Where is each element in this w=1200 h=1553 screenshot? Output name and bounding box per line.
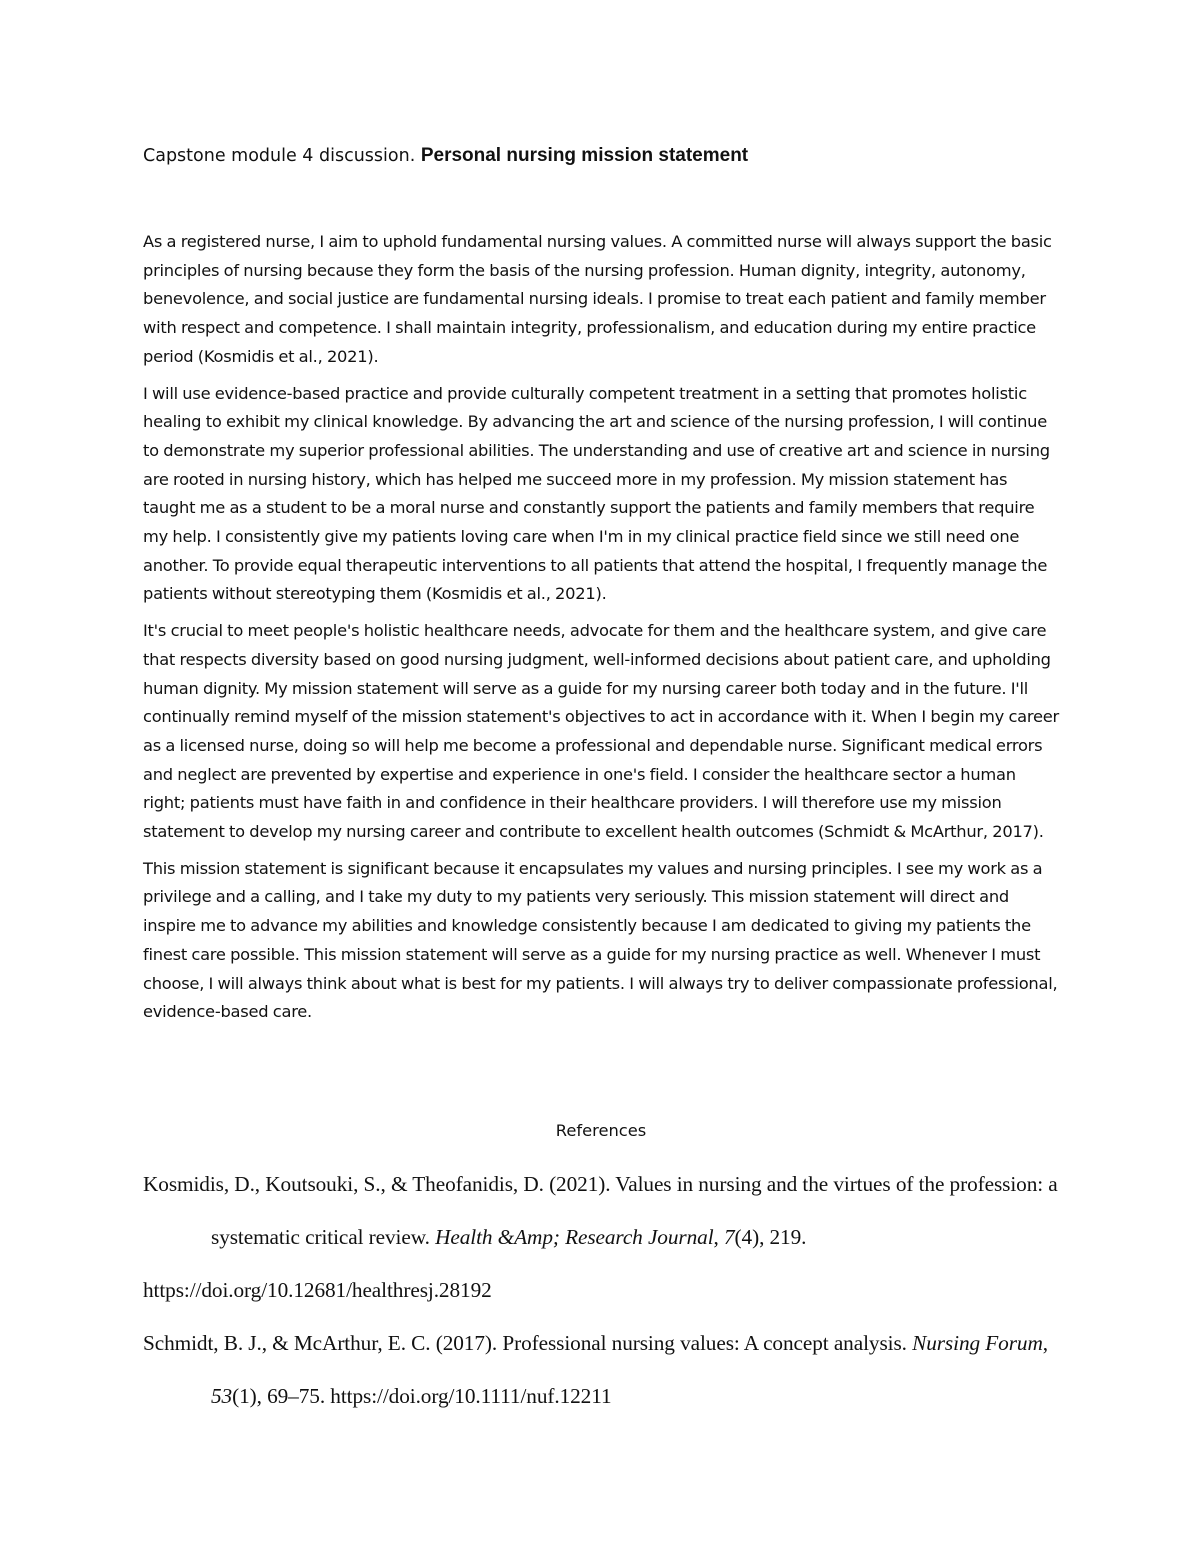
reference-doi: https://doi.org/10.1111/nuf.12211: [330, 1384, 612, 1408]
paragraph: It's crucial to meet people's holistic healthcare needs, advocate for them and the healthcare system, and give care that respects diversity based on good nursing judgment, well-informed decisions about patient care, and upholding human dignity. My mission statement will serve as a guide for my nursing career both today and in the future. I'll continually remind myself of the mission statement's objectives to act in accordance with it. When I begin my career as a licensed nurse, doing so will help me become a professional and dependable nurse. Significant medical errors and neglect are prevented by expertise and experience in one's field. I consider the healthcare sector a human right; patients must have faith in and confidence in their healthcare providers. I will therefore use my mission statement to develop my nursing career and contribute to excellent health outcomes (Schmidt & McArthur, 2017).: [143, 621, 1059, 842]
paragraph: As a registered nurse, I aim to uphold fundamental nursing values. A committed nurse will always support the basic principles of nursing because they form the basis of the nursing profession. Human dignity, integrity, autonomy, benevolence, and social justice are fundamental nursing ideals. I promise to treat each patient and family member with respect and competence. I shall maintain integrity, professionalism, and education during my entire practice period (Kosmidis et al., 2021).: [143, 232, 1052, 366]
reference-entry: [143, 1317, 1083, 1423]
reference-text: Schmidt, B. J., & McArthur, E. C. (2017). Professional nursing values: A concept analysis.: [143, 1331, 913, 1355]
reference-journal: Health &Amp; Research Journal: [435, 1225, 714, 1249]
paragraph: This mission statement is significant because it encapsulates my values and nursing principles. I see my work as a privilege and a calling, and I take my duty to my patients very seriously. This mission statement will direct and inspire me to advance my abilities and knowledge consistently because I am dedicated to giving my patients the finest care possible. This mission statement will serve as a guide for my nursing practice as well. Whenever I must choose, I will always think about what is best for my patients. I will always try to deliver compassionate professional, evidence-based care.: [143, 858, 1058, 1022]
reference-journal: Nursing Forum: [912, 1331, 1043, 1355]
reference-separator: ,: [713, 1225, 724, 1249]
reference-volume: 7: [723, 1225, 735, 1249]
reference-list: [143, 1158, 1083, 1423]
heading-lead: Capstone module 4 discussion.: [143, 146, 421, 166]
paragraph: I will use evidence-based practice and provide culturally competent treatment in a setting that promotes holistic healing to exhibit my clinical knowledge. By advancing the art and science of the nursing profession, I will continue to demonstrate my superior professional abilities. The understanding and use of creative art and science in nursing are rooted in nursing history, which has helped me succeed more in my profession. My mission statement has taught me as a student to be a moral nurse and constantly support the patients and family members that require my help. I consistently give my patients loving care when I'm in my clinical practice field since we still need one another. To provide equal therapeutic interventions to all patients that attend the hospital, I frequently manage the patients without stereotyping them (Kosmidis et al., 2021).: [143, 383, 1050, 604]
reference-issue-pages: (1), 69–75.: [232, 1384, 331, 1408]
reference-text: Kosmidis, D., Koutsouki, S., & Theofanidis, D. (2021). Values in nursing and the virtues of the profession: a systematic critical review.: [143, 1172, 1058, 1249]
document-heading: [143, 143, 1103, 169]
reference-doi: https://doi.org/10.12681/healthresj.28192: [143, 1278, 492, 1302]
reference-separator: ,: [1042, 1331, 1048, 1355]
references-title: References: [555, 1121, 647, 1140]
document-body: [143, 228, 1059, 1035]
reference-entry: [143, 1158, 1083, 1317]
reference-volume: 53: [211, 1384, 233, 1408]
heading-title: Personal nursing mission statement: [420, 145, 749, 166]
reference-issue-pages: (4), 219.: [734, 1225, 807, 1249]
